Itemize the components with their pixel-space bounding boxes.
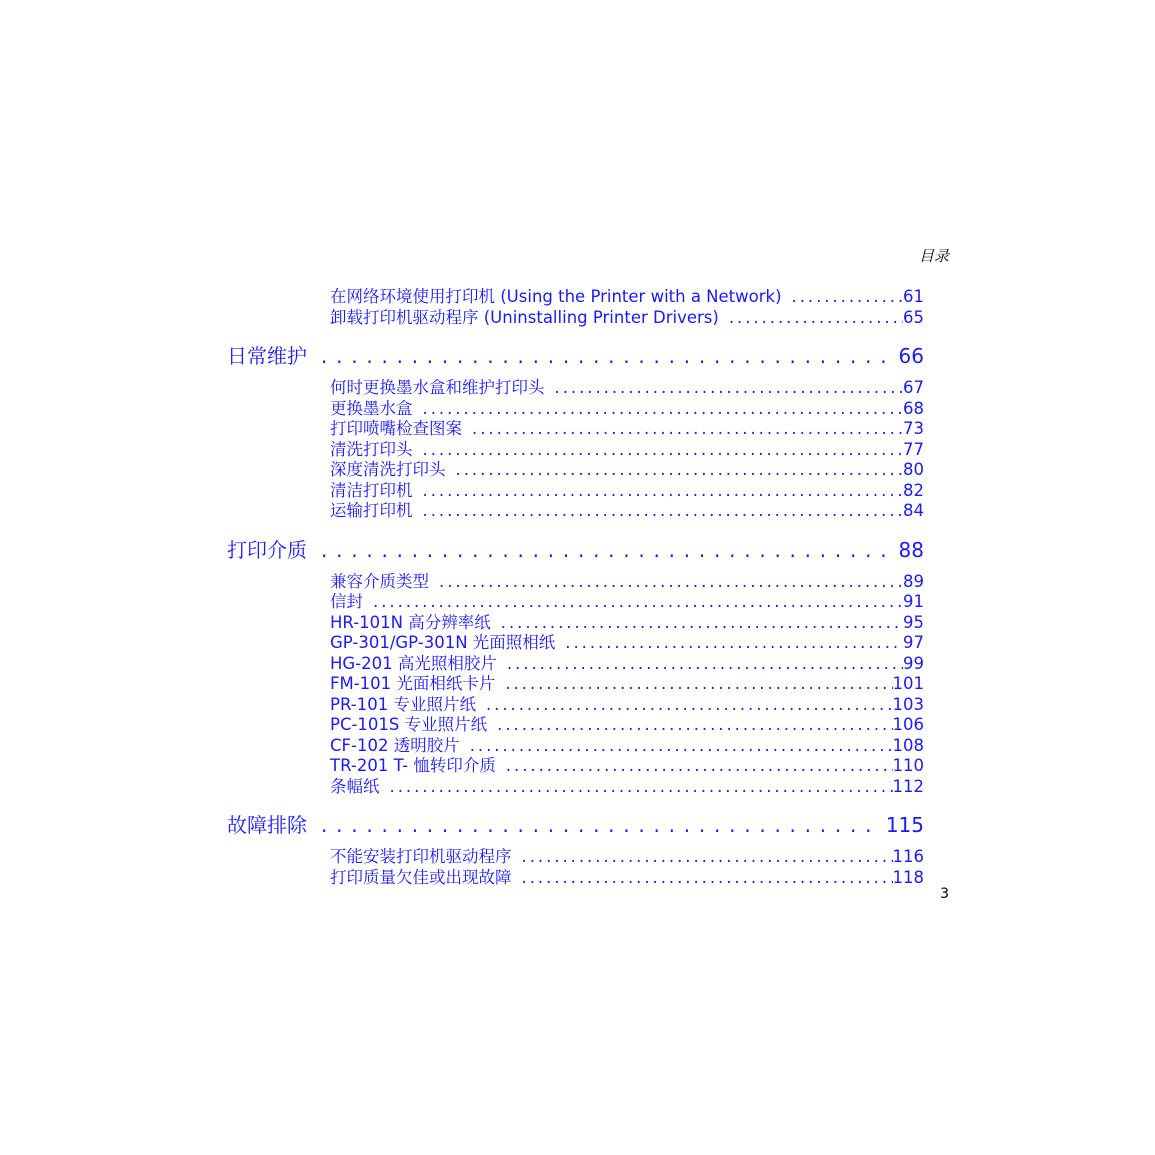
toc-entry-label: GP-301/GP-301N 光面照相纸	[330, 633, 556, 652]
toc-section-page: 115	[885, 813, 924, 837]
toc-entry-label: 不能安装打印机驱动程序	[330, 847, 512, 866]
toc-entry-page: 97	[903, 633, 924, 652]
dot-leader	[522, 868, 893, 889]
toc-entry-page: 82	[903, 480, 924, 500]
toc-entry[interactable]	[330, 572, 924, 593]
toc-entry-page: 99	[903, 653, 924, 673]
dot-leader	[321, 808, 880, 842]
toc-entry-label: 清洁打印机	[330, 480, 413, 500]
toc-entry-label: 清洗打印头	[330, 439, 413, 459]
toc-entry-label: 兼容介质类型	[330, 571, 429, 591]
toc-entry-label: PR-101 专业照片纸	[330, 694, 476, 714]
toc-entry-page: 67	[903, 378, 924, 397]
toc-entry-page: 84	[903, 501, 924, 520]
toc-entry-label: 卸载打印机驱动程序 (Uninstalling Printer Drivers)	[330, 307, 719, 327]
toc-section-page: 88	[898, 537, 924, 562]
toc-entry[interactable]	[330, 674, 924, 695]
toc-entry-page: 61	[903, 287, 924, 306]
page-number: 3	[940, 886, 949, 902]
table-of-contents	[0, 287, 1155, 888]
toc-section-title: 打印介质	[227, 537, 307, 562]
toc-entry-label: 打印质量欠佳或出现故障	[330, 867, 512, 887]
toc-section-title: 日常维护	[227, 344, 307, 368]
dot-leader	[729, 308, 903, 329]
toc-entry-page: 112	[892, 776, 924, 796]
toc-entry[interactable]	[330, 756, 924, 777]
toc-entry-page: 118	[892, 867, 924, 887]
dot-leader	[456, 460, 904, 481]
dot-leader	[390, 777, 893, 798]
toc-entry-page: 80	[903, 460, 924, 479]
dot-leader	[497, 715, 892, 736]
toc-entry-label: 深度清洗打印头	[330, 460, 446, 479]
toc-entry-page: 101	[892, 674, 924, 693]
dot-leader	[423, 501, 904, 522]
toc-entry[interactable]	[330, 695, 924, 716]
toc-entry-label: HR-101N 高分辨率纸	[330, 612, 491, 632]
toc-entry-label: 信封	[330, 592, 363, 611]
toc-entry[interactable]	[330, 868, 924, 889]
toc-entry[interactable]	[330, 460, 924, 481]
toc-entry[interactable]	[330, 777, 924, 798]
toc-entry-page: 95	[903, 612, 924, 632]
toc-entry[interactable]	[330, 633, 924, 654]
toc-entry[interactable]	[330, 378, 924, 399]
toc-entry-page: 116	[892, 847, 924, 866]
toc-section-entries	[0, 847, 1155, 888]
toc-entry[interactable]	[330, 715, 924, 736]
toc-entry[interactable]	[330, 481, 924, 502]
dot-leader	[565, 633, 903, 654]
toc-entry[interactable]	[330, 847, 924, 868]
dot-leader	[470, 736, 893, 757]
toc-entry-label: 在网络环境使用打印机 (Using the Printer with a Network)	[330, 287, 782, 306]
dot-leader	[486, 695, 893, 716]
toc-entry-label: CF-102 透明胶片	[330, 735, 460, 755]
toc-entry[interactable]	[330, 613, 924, 634]
toc-section-heading[interactable]	[227, 533, 924, 567]
dot-leader	[373, 592, 903, 613]
dot-leader	[423, 399, 904, 420]
toc-entry-page: 108	[892, 735, 924, 755]
toc-entry-label: 条幅纸	[330, 776, 380, 796]
dot-leader	[522, 847, 893, 868]
toc-entry[interactable]	[330, 736, 924, 757]
toc-intro-group	[0, 287, 1155, 328]
toc-section-entries	[0, 572, 1155, 798]
toc-entry[interactable]	[330, 419, 924, 440]
toc-entry-label: FM-101 光面相纸卡片	[330, 674, 496, 693]
toc-entry-label: 更换墨水盒	[330, 398, 413, 418]
toc-entry-page: 103	[892, 694, 924, 714]
dot-leader	[439, 572, 903, 593]
toc-section-entries	[0, 378, 1155, 522]
dot-leader	[423, 481, 904, 502]
toc-entry[interactable]	[330, 440, 924, 461]
toc-entry-page: 65	[903, 307, 924, 327]
toc-entry[interactable]	[330, 501, 924, 522]
toc-entry[interactable]	[330, 287, 924, 308]
toc-entry-label: TR-201 T- 恤转印介质	[330, 756, 496, 775]
running-header-title: 目录	[918, 247, 949, 265]
dot-leader	[507, 654, 903, 675]
dot-leader	[505, 674, 892, 695]
toc-entry-page: 106	[892, 715, 924, 734]
toc-section-heading[interactable]	[227, 339, 924, 373]
toc-section-title: 故障排除	[227, 813, 307, 837]
toc-entry-page: 91	[903, 592, 924, 611]
dot-leader	[555, 378, 904, 399]
toc-entry-label: HG-201 高光照相胶片	[330, 653, 497, 673]
toc-entry-page: 77	[903, 439, 924, 459]
dot-leader	[506, 756, 893, 777]
dot-leader	[423, 440, 904, 461]
toc-entry-label: 运输打印机	[330, 501, 413, 520]
dot-leader	[321, 339, 893, 373]
dot-leader	[501, 613, 903, 634]
toc-entry-page: 89	[903, 571, 924, 591]
toc-entry-label: 何时更换墨水盒和维护打印头	[330, 378, 545, 397]
toc-entry-page: 68	[903, 398, 924, 418]
toc-entry-page: 110	[892, 756, 924, 775]
toc-section-page: 66	[898, 344, 924, 368]
dot-leader	[472, 419, 903, 440]
dot-leader	[792, 287, 903, 308]
toc-section-heading[interactable]	[227, 808, 924, 842]
toc-entry[interactable]	[330, 399, 924, 420]
toc-entry-page: 73	[903, 419, 924, 438]
toc-entry-label: PC-101S 专业照片纸	[330, 715, 488, 734]
toc-entry[interactable]	[330, 654, 924, 675]
toc-entry[interactable]	[330, 308, 924, 329]
toc-entry-label: 打印喷嘴检查图案	[330, 419, 462, 438]
dot-leader	[321, 533, 893, 567]
toc-entry[interactable]	[330, 592, 924, 613]
